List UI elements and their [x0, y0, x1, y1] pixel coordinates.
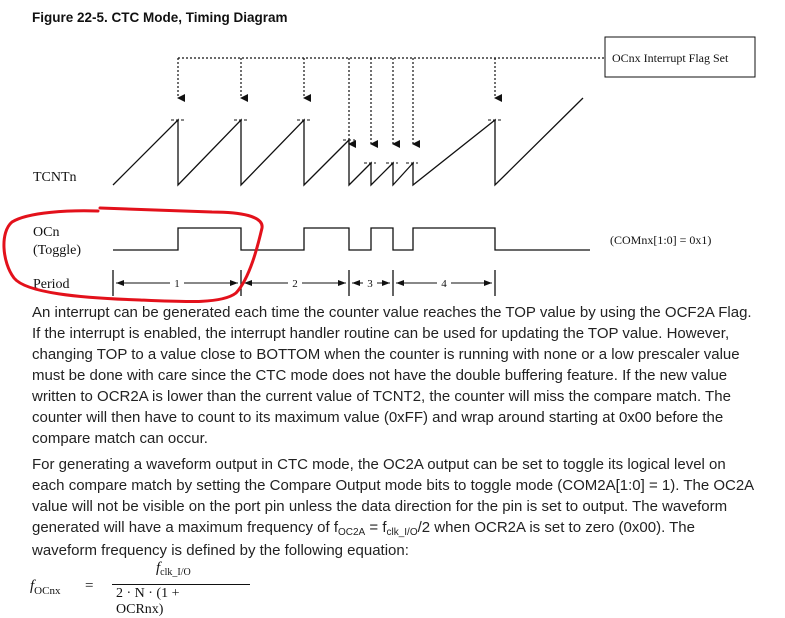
freq-equals: = f [365, 519, 387, 536]
period-number-4: 4 [441, 278, 447, 290]
interrupt-bus [178, 58, 605, 144]
para2-body: by setting the Compare Output mode bits to toggle mode (COM2A[1:0] = 1). The OC2A value will not be visible on the port pin unless the data direction for the pin is set to output. The waveform generated will have a maximum frequency of [32, 477, 754, 536]
freq-symbol: f [333, 519, 338, 536]
equation-numerator [156, 560, 191, 577]
equation-denominator: 2 · N · (1 + OCRnx) [116, 586, 180, 617]
ocn-toggle-label: (Toggle) [33, 243, 82, 258]
para2-tail: /2 when OCR2A is set to zero (0x00). The waveform frequency is defined by the following equation: [32, 519, 695, 559]
equation-lhs [30, 578, 60, 595]
ocn-label: OCn [33, 225, 60, 240]
equation-lhs-subscript: OCnx [34, 585, 61, 597]
tcnt-waveform [113, 98, 583, 185]
clk-subscript: clk_I/O [386, 527, 418, 538]
com-mode-label: (COMnx[1:0] = 0x1) [610, 233, 712, 247]
tcnt-label: TCNTn [33, 170, 77, 185]
period-number-3: 3 [367, 278, 373, 290]
ctc-timing-diagram [0, 0, 785, 305]
interrupt-flag-label: OCnx Interrupt Flag Set [612, 51, 729, 65]
period-number-2: 2 [292, 278, 298, 290]
equation-lhs-symbol: f [30, 578, 35, 594]
period-number-1: 1 [174, 278, 180, 290]
description-paragraph-1: An interrupt can be generated each time the counter value reaches the TOP value by using the OCF2A Flag. If the interrupt is enabled, the interrupt handler routine can be used for updating the TOP value. However, changing TOP to a value close to BOTTOM when the counter is running with none or a low prescaler value must be done with care since the CTC mode does not have the double buffering feature. If the new value written to OCR2A is lower than the current value of TCNT2, the counter will miss the compare match. The counter will then have to count to its maximum value (0xFF) and wrap around starting at 0x00 before the compare match can occur. [32, 304, 752, 447]
figure-title: Figure 22-5. CTC Mode, Timing Diagram [32, 10, 288, 25]
para2-highlighted-text: the OC2A output can be set to toggle its logical level on each compare match [32, 456, 726, 494]
equation-numerator-subscript: clk_I/O [160, 567, 191, 578]
freq-subscript-oc2a: OC2A [338, 527, 366, 538]
equation-equals: = [85, 578, 94, 594]
equation-fraction-bar [112, 584, 250, 585]
description-paragraph-2 [32, 454, 762, 561]
para2-intro: For generating a waveform output in CTC mode, [32, 456, 358, 473]
period-label: Period [33, 277, 70, 292]
ocn-waveform [113, 228, 590, 250]
equation-numerator-symbol: f [156, 560, 161, 576]
frequency-equation [30, 560, 230, 617]
